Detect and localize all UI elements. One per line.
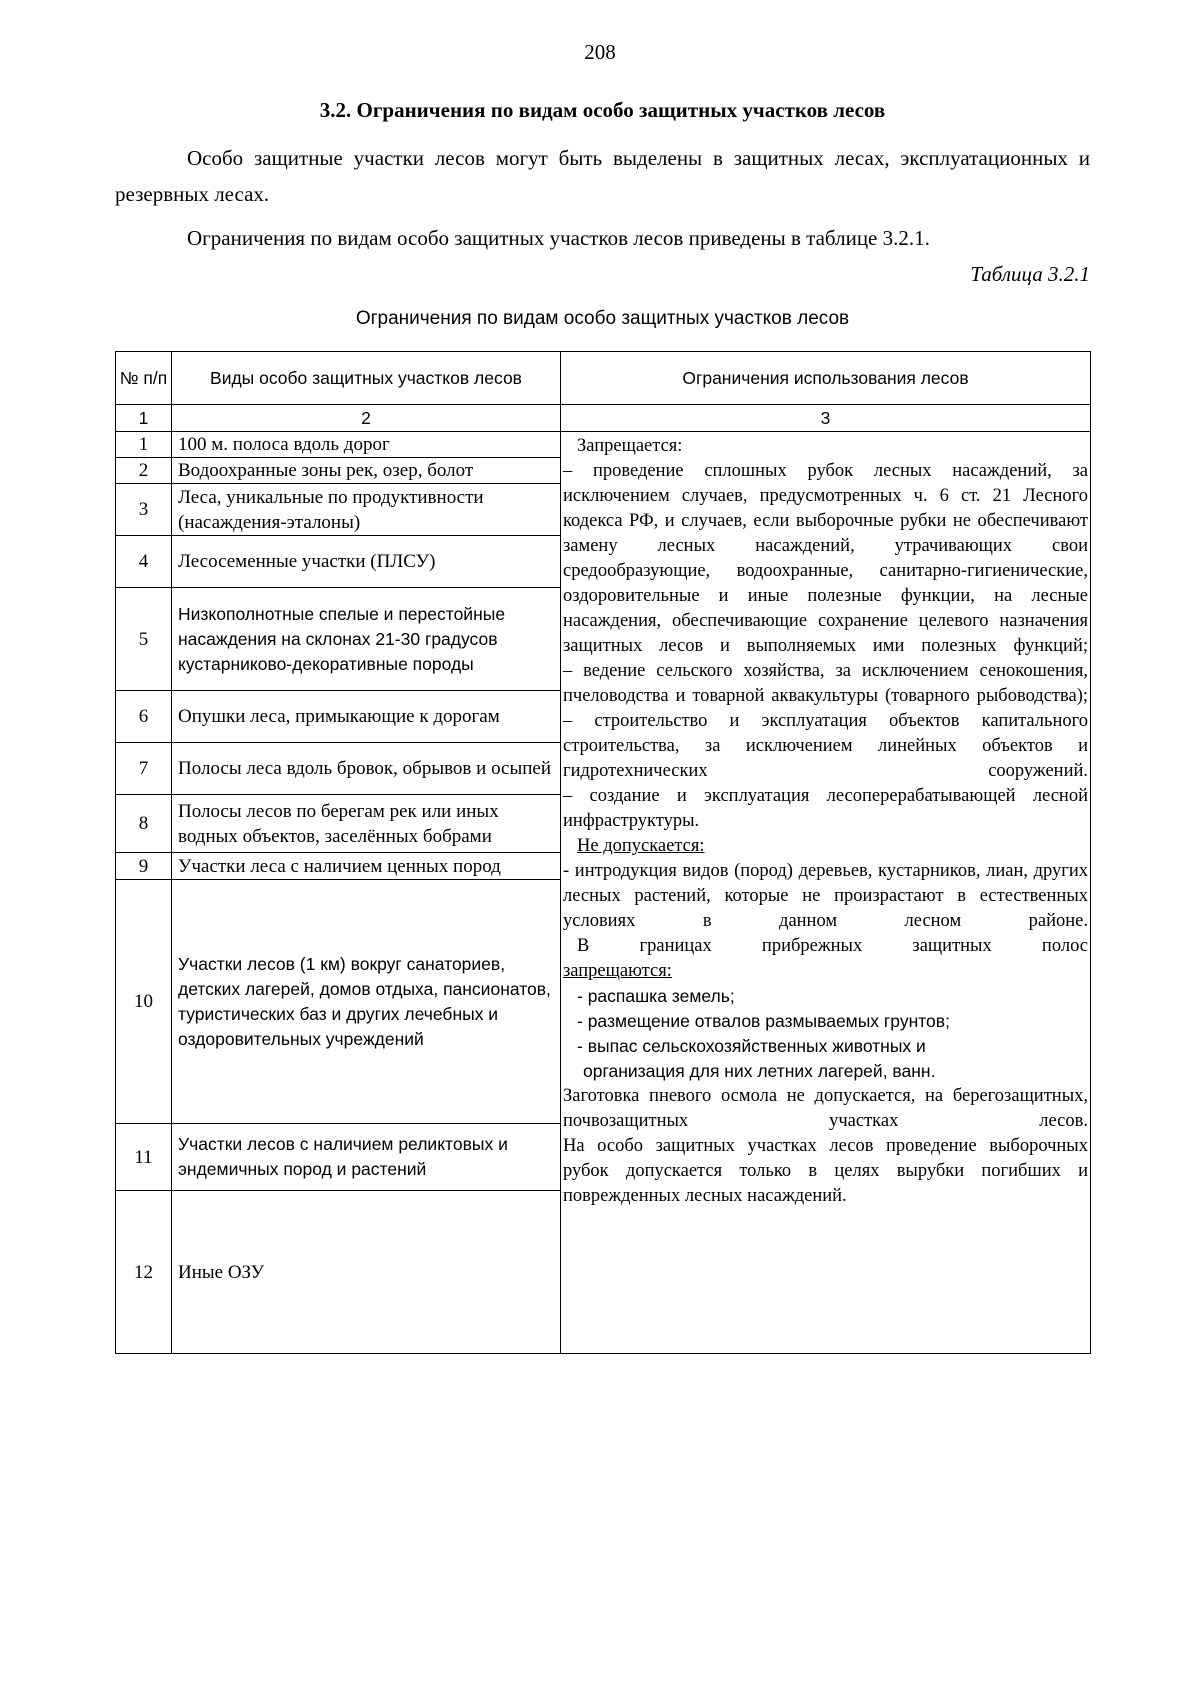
row-type: Иные ОЗУ xyxy=(172,1191,561,1354)
row-type: Леса, уникальные по продуктивности (насаждения-эталоны) xyxy=(172,484,561,536)
row-number: 3 xyxy=(116,484,172,536)
table-row xyxy=(116,432,1091,458)
row-number: 6 xyxy=(116,691,172,743)
restriction-item: – проведение сплошных рубок лесных насаждений, за исключением случаев, предусмотренных ч. 6 ст. 21 Лесного кодекса РФ, и случаев, если выборочные рубки не обеспечивают замену лесных насаждений, утрачивающих свои средообразующие, водоохранные, санитарно-гигиенические, оздоровительные и иные полезные функции, на лесные насаждения, обеспечивающие сохранение целевого назначения защитных лесов и выполняемых ими полезных функций; xyxy=(563,461,1088,656)
restrictions-cell xyxy=(561,432,1091,1354)
page-number: 208 xyxy=(584,40,616,64)
row-type: Участки лесов с наличием реликтовых и эндемичных пород и растений xyxy=(172,1124,561,1191)
header-restrictions: Ограничения использования лесов xyxy=(561,352,1091,405)
coastal-item: - распашка земель; xyxy=(577,986,735,1006)
column-number-3: 3 xyxy=(561,405,1091,432)
coastal-intro: В границах прибрежных защитных полос xyxy=(577,936,1088,956)
coastal-item: - выпас сельскохозяйственных животных и xyxy=(577,1036,926,1056)
row-type: Опушки леса, примыкающие к дорогам xyxy=(172,691,561,743)
restriction-item: - интродукция видов (пород) деревьев, кустарников, лиан, других лесных растений, которые не произрастают в естественных условиях в данном лесном районе. xyxy=(563,861,1088,931)
table-header-row xyxy=(116,352,1091,405)
column-number-2: 2 xyxy=(172,405,561,432)
row-type: Лесосеменные участки (ПЛСУ) xyxy=(172,536,561,588)
selective-cutting-note: На особо защитных участках лесов проведение выборочных рубок допускается только в целях вырубки погибших и поврежденных лесных насаждений. xyxy=(563,1136,1088,1206)
header-types: Виды особо защитных участков лесов xyxy=(172,352,561,405)
row-number: 8 xyxy=(116,795,172,853)
row-number: 5 xyxy=(116,588,172,691)
row-type: Низкополнотные спелые и перестойные насаждения на склонах 21-30 градусов кустарниково-декоративные породы xyxy=(172,588,561,691)
intro-paragraph: Особо защитные участки лесов могут быть выделены в защитных лесах, эксплуатационных и резервных лесах. xyxy=(115,146,1090,206)
row-type: Полосы лесов по берегам рек или иных водных объектов, заселённых бобрами xyxy=(172,795,561,853)
table-caption: Ограничения по видам особо защитных участков лесов xyxy=(355,308,850,329)
coastal-item: организация для них летних лагерей, ванн. xyxy=(583,1061,936,1081)
row-number: 4 xyxy=(116,536,172,588)
restrictions-table xyxy=(115,351,1091,1354)
row-number: 1 xyxy=(116,432,172,458)
row-number: 10 xyxy=(116,880,172,1124)
row-type: Полосы леса вдоль бровок, обрывов и осыпей xyxy=(172,743,561,795)
column-number-1: 1 xyxy=(116,405,172,432)
row-number: 12 xyxy=(116,1191,172,1354)
section-heading: 3.2. Ограничения по видам особо защитных участков лесов xyxy=(319,98,886,122)
row-number: 9 xyxy=(116,853,172,880)
row-number: 7 xyxy=(116,743,172,795)
row-type: Участки леса с наличием ценных пород xyxy=(172,853,561,880)
row-number: 11 xyxy=(116,1124,172,1191)
restriction-item: – создание и эксплуатация лесоперерабатывающей лесной инфраструктуры. xyxy=(563,786,1088,831)
row-type: Участки лесов (1 км) вокруг санаториев, детских лагерей, домов отдыха, пансионатов, туристических баз и других лечебных и оздоровительных учреждений xyxy=(172,880,561,1124)
restriction-item: – ведение сельского хозяйства, за исключением сенокошения, пчеловодства и товарной аквакультуры (товарного рыбоводства); xyxy=(563,661,1088,706)
row-type: Водоохранные зоны рек, озер, болот xyxy=(172,458,561,484)
coastal-title: запрещаются: xyxy=(563,961,672,981)
header-num: № п/п xyxy=(116,352,172,405)
coastal-item: - размещение отвалов размываемых грунтов; xyxy=(577,1011,950,1031)
row-number: 2 xyxy=(116,458,172,484)
reference-paragraph: Ограничения по видам особо защитных участков лесов приведены в таблице 3.2.1. xyxy=(187,226,930,250)
column-number-row xyxy=(116,405,1091,432)
restriction-item: – строительство и эксплуатация объектов капитального строительства, за исключением линейных объектов и гидротехнических сооружений. xyxy=(563,711,1088,781)
not-allowed-title: Не допускается: xyxy=(577,836,705,856)
table-label: Таблица 3.2.1 xyxy=(970,262,1090,286)
resin-note: Заготовка пневого осмола не допускается, на берегозащитных, почвозащитных участках лесов. xyxy=(563,1086,1088,1131)
row-type: 100 м. полоса вдоль дорог xyxy=(172,432,561,458)
prohibited-title: Запрещается: xyxy=(577,436,683,456)
